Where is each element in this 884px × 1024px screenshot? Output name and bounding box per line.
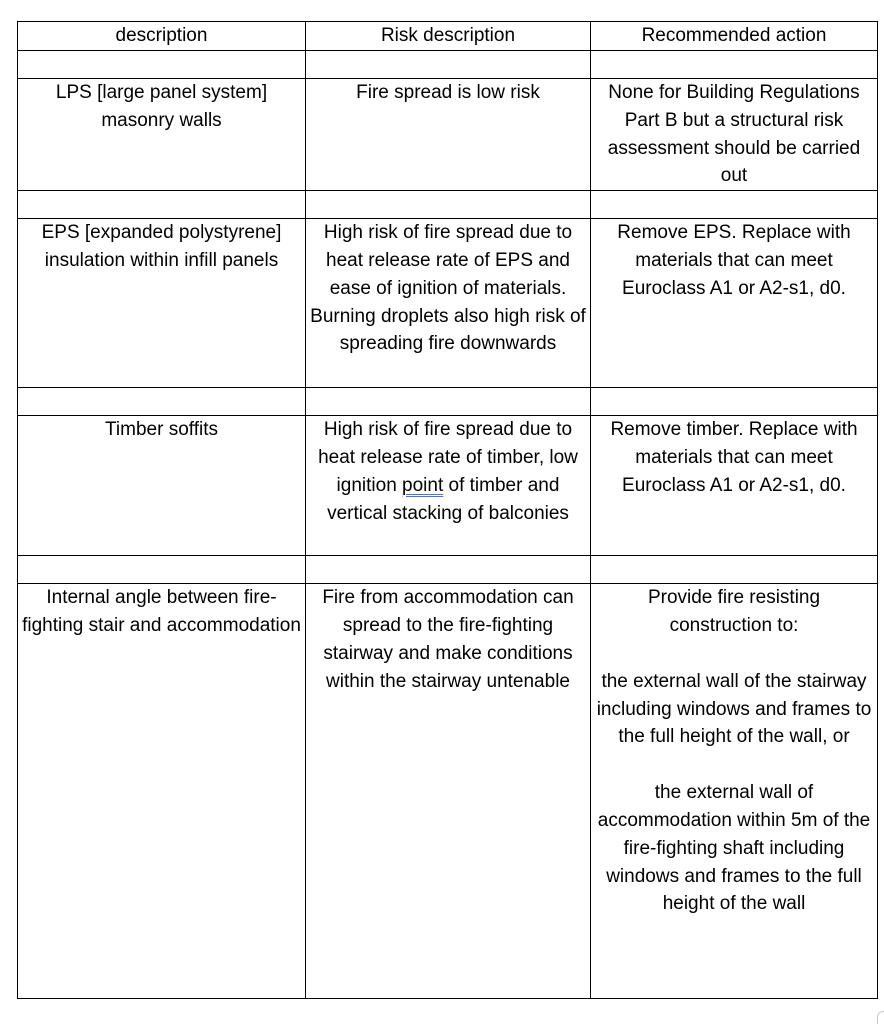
empty-cell: [591, 556, 878, 584]
table-row: [18, 79, 878, 191]
empty-cell: [591, 191, 878, 219]
empty-cell: [18, 51, 306, 79]
table-header-row: [18, 22, 878, 51]
action-option-2: the external wall of accommodation within 5m of the fire-fighting shaft including windows and frames to the full height of the wall: [597, 782, 871, 915]
table-row: [18, 416, 878, 556]
action-intro: Provide fire resisting construction to:: [647, 587, 821, 636]
row-risk: High risk of fire spread due to heat release rate of EPS and ease of ignition of materials. Burning droplets also high risk of spreading fire downwards: [306, 219, 591, 388]
row-description: Internal angle between fire-fighting stair and accommodation: [18, 584, 306, 999]
row-risk: Fire from accommodation can spread to the fire-fighting stairway and make conditions within the stairway untenable: [306, 584, 591, 999]
row-description: EPS [expanded polystyrene] insulation within infill panels: [18, 219, 306, 388]
risk-text-part: High risk of fire spread due to heat release rate of timber, low ignition: [318, 419, 578, 496]
row-description: LPS [large panel system] masonry walls: [18, 79, 306, 191]
spacer-row: [18, 556, 878, 584]
row-description: Timber soffits: [18, 416, 306, 556]
header-risk-description: Risk description: [306, 22, 591, 51]
row-action: [591, 584, 878, 999]
risk-table: [17, 21, 878, 999]
page-corner-mark: [877, 1011, 884, 1024]
empty-cell: [18, 388, 306, 416]
paragraph-gap: [595, 751, 873, 779]
paragraph-gap: [595, 640, 873, 668]
empty-cell: [306, 191, 591, 219]
risk-text-part: of timber and vertical stacking of balconies: [327, 474, 569, 524]
row-action: Remove EPS. Replace with materials that can meet Euroclass A1 or A2-s1, d0.: [591, 219, 878, 388]
spacer-row: [18, 191, 878, 219]
empty-cell: [306, 556, 591, 584]
empty-cell: [591, 51, 878, 79]
empty-cell: [18, 191, 306, 219]
header-description: description: [18, 22, 306, 51]
table-row: [18, 219, 878, 388]
row-risk: [306, 416, 591, 556]
action-option-1: the external wall of the stairway including windows and frames to the full height of the wall, or: [596, 670, 872, 748]
empty-cell: [591, 388, 878, 416]
spacer-row: [18, 388, 878, 416]
header-recommended-action: Recommended action: [591, 22, 878, 51]
row-action: Remove timber. Replace with materials that can meet Euroclass A1 or A2-s1, d0.: [591, 416, 878, 556]
spelling-flag: point: [402, 474, 444, 496]
empty-cell: [306, 388, 591, 416]
row-risk: Fire spread is low risk: [306, 79, 591, 191]
table-row: [18, 584, 878, 999]
empty-cell: [306, 51, 591, 79]
empty-cell: [18, 556, 306, 584]
row-action: None for Building Regulations Part B but a structural risk assessment should be carried out: [591, 79, 878, 191]
spacer-row: [18, 51, 878, 79]
